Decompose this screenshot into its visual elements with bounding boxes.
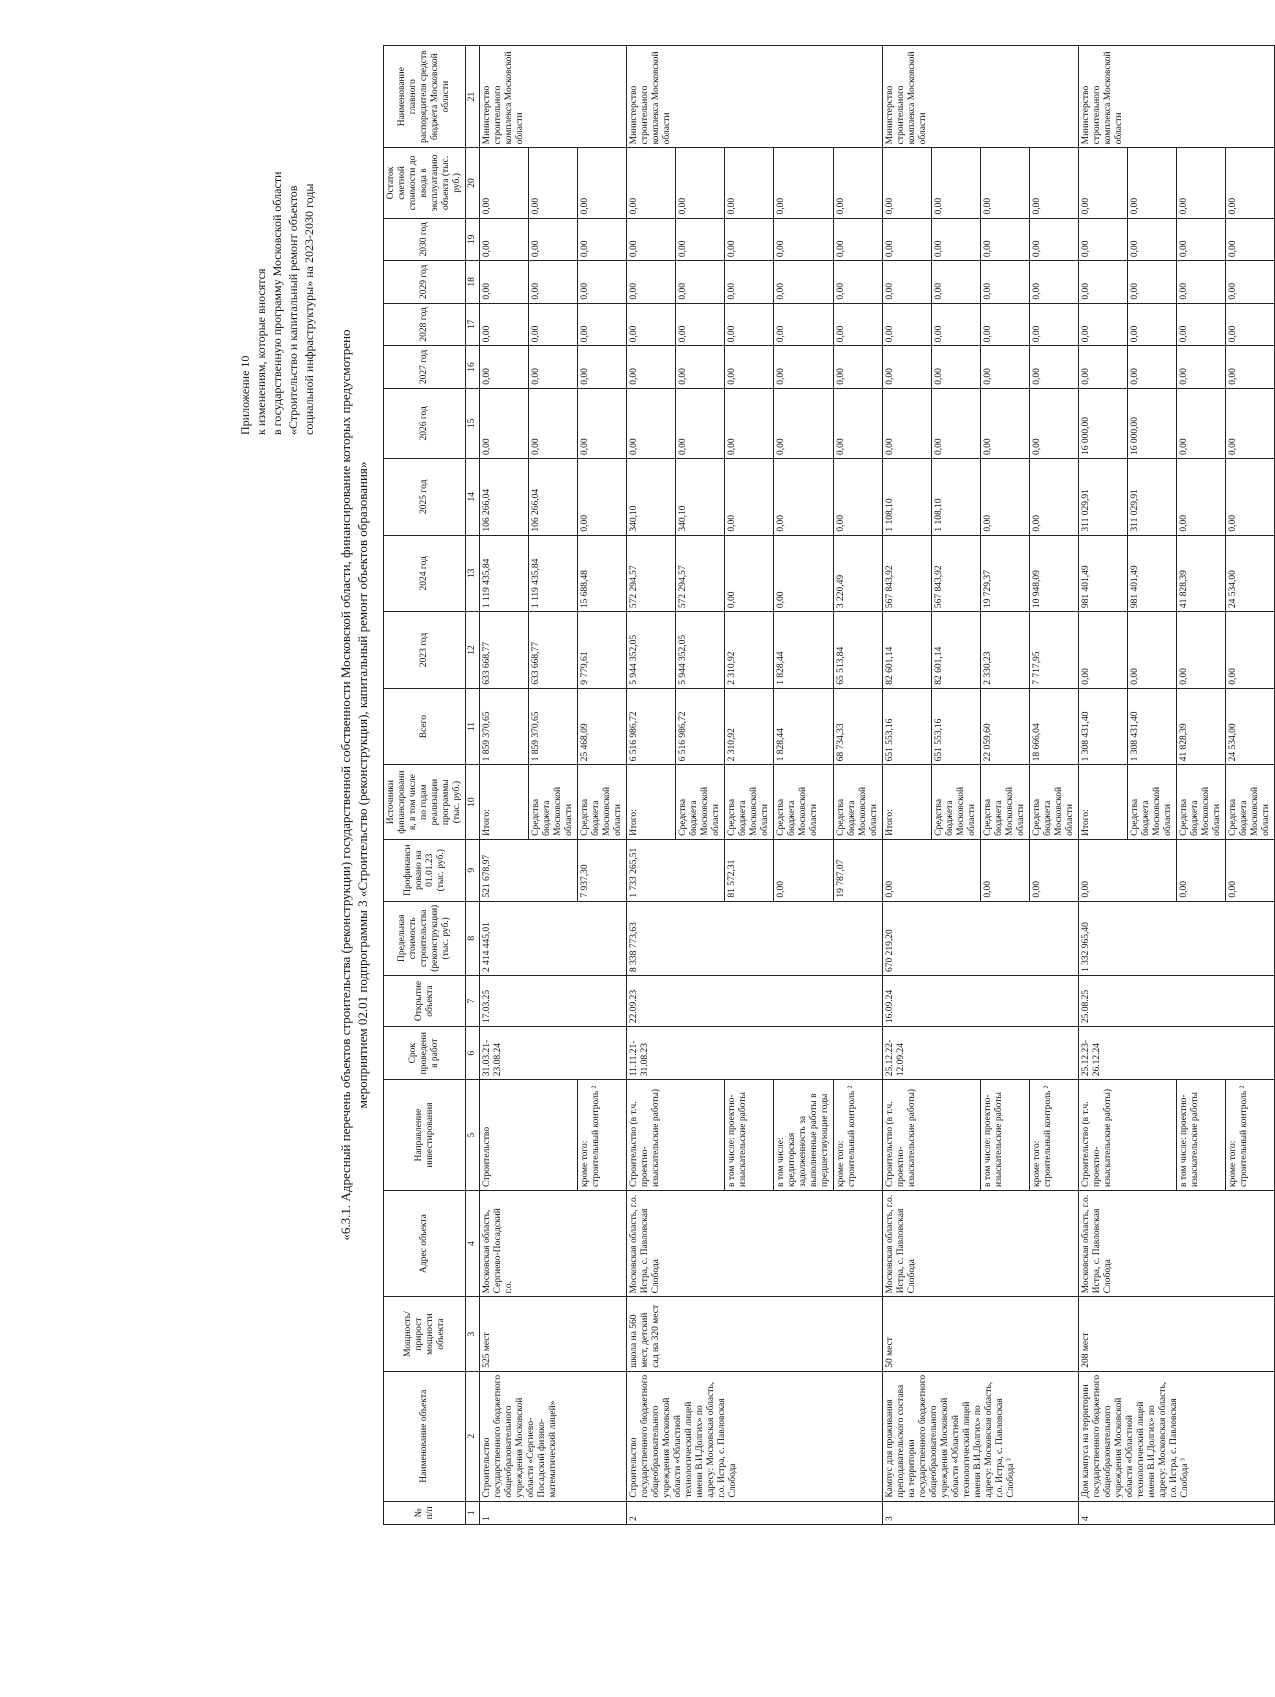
amount-y2027: 0,00: [725, 346, 774, 389]
investment-direction: кроме того: строительный контроль ²: [1030, 1080, 1079, 1191]
amount-total: 651 553,16: [883, 688, 932, 765]
table-row: [883, 46, 932, 1525]
appendix-line: социальной инфраструктуры» на 2023-2030 годы: [302, 183, 316, 435]
amount-y2029: 0,00: [1226, 261, 1275, 304]
object-number: 2: [627, 1501, 883, 1524]
financed-amount: 0,00: [1226, 839, 1275, 901]
header-cell-2024: 2024 год: [384, 535, 466, 612]
amount-total: 24 534,00: [1226, 688, 1275, 765]
object-address: Московская область, г.о. Истра, с. Павловская Слобода: [883, 1190, 1079, 1296]
object-name: Кампус для проживания преподавательского состава на территории государственного бюджетного общеобразовательного учреждения Московской области «Областной технологический лицей имени В.И.Долгих» по адресу: Московская область, г.о. Истра, с. Павловская Слобода ³: [883, 1371, 1079, 1501]
financed-amount: 81 572,31: [725, 839, 774, 901]
amount-rest: 0,00: [480, 148, 529, 218]
amount-y2026: 0,00: [627, 388, 676, 458]
appendix-note: [237, 75, 317, 435]
object-capacity: школа на 560 мест, детский сад на 320 мест: [627, 1297, 883, 1371]
amount-rest: 0,00: [1030, 148, 1079, 218]
column-index-cell: 5: [466, 1080, 480, 1191]
amount-y2029: 0,00: [1030, 261, 1079, 304]
amount-y2030: 0,00: [578, 218, 627, 261]
amount-y2030: 0,00: [834, 218, 883, 261]
header-cell-num: № п/п: [384, 1501, 466, 1524]
amount-y2027: 0,00: [834, 346, 883, 389]
financed-amount: 0,00: [1030, 839, 1079, 901]
financing-source: Средства бюджета Московской области: [1226, 765, 1275, 839]
amount-rest: 0,00: [883, 148, 932, 218]
work-period: 31.03.21-23.08.24: [480, 1027, 627, 1080]
amount-y2029: 0,00: [981, 261, 1030, 304]
column-index-cell: 4: [466, 1190, 480, 1296]
amount-y2029: 0,00: [1079, 261, 1128, 304]
column-index-cell: 2: [466, 1371, 480, 1501]
object-name: Строительство государственного бюджетного общеобразовательного учреждения Московской области «Сергиево-Посадский физико-математический лицей»: [480, 1371, 627, 1501]
header-cell-2028: 2028 год: [384, 303, 466, 346]
header-cell-total: Всего: [384, 688, 466, 765]
work-period: 25.12.22-12.09.24: [883, 1027, 1079, 1080]
header-cell-capacity: Мощность/прирост мощности объекта: [384, 1297, 466, 1371]
amount-y2024: 24 534,00: [1226, 535, 1275, 612]
amount-y2028: 0,00: [1079, 303, 1128, 346]
financing-source: Средства бюджета Московской области: [932, 765, 981, 839]
amount-y2023: 0,00: [1226, 612, 1275, 689]
financing-source: Средства бюджета Московской области: [981, 765, 1030, 839]
amount-rest: 0,00: [578, 148, 627, 218]
column-index-cell: 16: [466, 346, 480, 389]
amount-y2025: 340,10: [676, 458, 725, 535]
table-row: [480, 46, 529, 1525]
column-index-cell: 14: [466, 458, 480, 535]
column-index-cell: 17: [466, 303, 480, 346]
amount-y2030: 0,00: [529, 218, 578, 261]
amount-y2030: 0,00: [1079, 218, 1128, 261]
header-cell-rest: Остаток сметной стоимости до ввода в эксплуатацию объекта (тыс. руб.): [384, 148, 466, 218]
amount-y2026: 0,00: [480, 388, 529, 458]
amount-y2027: 0,00: [981, 346, 1030, 389]
limit-cost: 2 414 445,01: [480, 901, 627, 975]
amount-y2028: 0,00: [774, 303, 834, 346]
amount-total: 1 859 370,65: [480, 688, 529, 765]
amount-y2029: 0,00: [932, 261, 981, 304]
financing-source: Средства бюджета Московской области: [676, 765, 725, 839]
amount-y2024: 567 843,92: [932, 535, 981, 612]
amount-y2024: 41 828,39: [1177, 535, 1226, 612]
amount-y2026: 16 000,00: [1128, 388, 1177, 458]
object-number: 1: [480, 1501, 627, 1524]
header-cell-financed: Профинансировано на 01.01.23 (тыс. руб.): [384, 839, 466, 901]
amount-rest: 0,00: [1128, 148, 1177, 218]
amount-y2023: 7 717,95: [1030, 612, 1079, 689]
amount-y2029: 0,00: [774, 261, 834, 304]
amount-y2025: 311 029,91: [1079, 458, 1128, 535]
amount-total: 25 468,09: [578, 688, 627, 765]
amount-y2026: 0,00: [676, 388, 725, 458]
amount-y2030: 0,00: [774, 218, 834, 261]
amount-y2024: 0,00: [774, 535, 834, 612]
object-address: Московская область, г.о. Истра, с. Павловская Слобода: [1079, 1190, 1275, 1296]
amount-y2030: 0,00: [1226, 218, 1275, 261]
investment-direction: в том числе: кредиторская задолженность за выполненные работы в предшествующие годы: [774, 1080, 834, 1191]
header-cell-2029: 2029 год: [384, 261, 466, 304]
amount-y2028: 0,00: [578, 303, 627, 346]
investment-direction: кроме того: строительный контроль ²: [1226, 1080, 1275, 1191]
object-opening: 16.09.24: [883, 976, 1079, 1027]
object-name: Строительство государственного бюджетного общеобразовательного учреждения Московской области «Областной технологический лицей имени В.И.Долгих» по адресу: Московская область, г.о. Истра, с. Павловская Слобода: [627, 1371, 883, 1501]
amount-y2024: 3 220,49: [834, 535, 883, 612]
amount-y2023: 65 513,84: [834, 612, 883, 689]
appendix-line: в государственную программу Московской области: [270, 171, 284, 435]
amount-y2023: 2 330,23: [981, 612, 1030, 689]
amount-y2027: 0,00: [1226, 346, 1275, 389]
amount-y2027: 0,00: [529, 346, 578, 389]
financed-amount: 0,00: [883, 839, 981, 901]
limit-cost: 670 219,20: [883, 901, 1079, 975]
amount-y2030: 0,00: [480, 218, 529, 261]
amount-y2025: 0,00: [725, 458, 774, 535]
address-list-table: [383, 45, 1275, 1525]
column-index-row: [466, 46, 480, 1525]
amount-total: 68 734,33: [834, 688, 883, 765]
amount-y2024: 1 119 435,84: [480, 535, 529, 612]
financed-amount: 0,00: [1177, 839, 1226, 901]
column-index-cell: 19: [466, 218, 480, 261]
amount-y2023: 633 668,77: [480, 612, 529, 689]
header-cell-period: Срок проведения работ: [384, 1027, 466, 1080]
object-number: 4: [1079, 1501, 1275, 1524]
table-body: [480, 46, 1275, 1525]
amount-y2026: 0,00: [932, 388, 981, 458]
amount-y2025: 0,00: [834, 458, 883, 535]
amount-y2023: 5 944 352,05: [627, 612, 676, 689]
amount-total: 1 308 431,40: [1079, 688, 1128, 765]
amount-y2024: 567 843,92: [883, 535, 932, 612]
amount-rest: 0,00: [627, 148, 676, 218]
amount-y2028: 0,00: [1128, 303, 1177, 346]
amount-total: 6 516 986,72: [627, 688, 676, 765]
financed-amount: 19 787,07: [834, 839, 883, 901]
amount-rest: 0,00: [1177, 148, 1226, 218]
amount-y2030: 0,00: [676, 218, 725, 261]
amount-y2027: 0,00: [932, 346, 981, 389]
financing-source: Средства бюджета Московской области: [774, 765, 834, 839]
amount-y2025: 1 108,10: [883, 458, 932, 535]
amount-y2029: 0,00: [529, 261, 578, 304]
column-index-cell: 20: [466, 148, 480, 218]
investment-direction: Строительство (в т.ч. проектно-изыскательские работы): [1079, 1080, 1177, 1191]
amount-y2024: 572 294,57: [676, 535, 725, 612]
amount-rest: 0,00: [932, 148, 981, 218]
amount-y2030: 0,00: [932, 218, 981, 261]
budget-manager: Министерство строительного комплекса Московской области: [480, 46, 627, 148]
header-cell-2026: 2026 год: [384, 388, 466, 458]
amount-y2025: 0,00: [1177, 458, 1226, 535]
amount-y2026: 0,00: [1177, 388, 1226, 458]
financing-source: Итого:: [627, 765, 676, 839]
amount-y2028: 0,00: [529, 303, 578, 346]
amount-y2024: 981 401,49: [1128, 535, 1177, 612]
budget-manager: Министерство строительного комплекса Московской области: [1079, 46, 1275, 148]
amount-total: 18 666,04: [1030, 688, 1079, 765]
amount-y2028: 0,00: [1030, 303, 1079, 346]
amount-total: 41 828,39: [1177, 688, 1226, 765]
amount-y2024: 15 688,48: [578, 535, 627, 612]
column-index-cell: 10: [466, 765, 480, 839]
work-period: 25.12.23-26.12.24: [1079, 1027, 1275, 1080]
financed-amount: 0,00: [774, 839, 834, 901]
column-index-cell: 13: [466, 535, 480, 612]
amount-y2026: 0,00: [529, 388, 578, 458]
financed-amount: 0,00: [981, 839, 1030, 901]
financed-amount: 7 937,30: [578, 839, 627, 901]
limit-cost: 1 332 965,40: [1079, 901, 1275, 975]
header-cell-direction: Направление инвестирования: [384, 1080, 466, 1191]
amount-y2027: 0,00: [1128, 346, 1177, 389]
amount-y2024: 981 401,49: [1079, 535, 1128, 612]
column-index-cell: 11: [466, 688, 480, 765]
amount-y2027: 0,00: [1079, 346, 1128, 389]
amount-y2025: 0,00: [1030, 458, 1079, 535]
amount-y2029: 0,00: [883, 261, 932, 304]
appendix-line: к изменениям, которые вносятся: [254, 268, 268, 435]
amount-y2026: 0,00: [1030, 388, 1079, 458]
header-cell-source: Источники финансирования, в том числе по годам реализации программы (тыс. руб.): [384, 765, 466, 839]
object-address: Московская область, г.о. Истра, с. Павловская Слобода: [627, 1190, 883, 1296]
column-index-cell: 15: [466, 388, 480, 458]
amount-y2029: 0,00: [676, 261, 725, 304]
amount-y2030: 0,00: [1030, 218, 1079, 261]
investment-direction: кроме того: строительный контроль ²: [834, 1080, 883, 1191]
amount-y2029: 0,00: [725, 261, 774, 304]
investment-direction: кроме того: строительный контроль ²: [578, 1080, 627, 1191]
financed-amount: 1 733 265,51: [627, 839, 725, 901]
amount-y2026: 0,00: [883, 388, 932, 458]
amount-y2023: 82 601,14: [932, 612, 981, 689]
investment-direction: Строительство: [480, 1080, 578, 1191]
amount-y2027: 0,00: [676, 346, 725, 389]
amount-rest: 0,00: [676, 148, 725, 218]
column-index-cell: 12: [466, 612, 480, 689]
investment-direction: в том числе: проектно-изыскательские работы: [725, 1080, 774, 1191]
column-index-cell: 18: [466, 261, 480, 304]
financing-source: Средства бюджета Московской области: [529, 765, 578, 839]
object-number: 3: [883, 1501, 1079, 1524]
amount-total: 651 553,16: [932, 688, 981, 765]
amount-total: 2 310,92: [725, 688, 774, 765]
limit-cost: 8 338 773,63: [627, 901, 883, 975]
column-index-cell: 6: [466, 1027, 480, 1080]
amount-y2023: 1 828,44: [774, 612, 834, 689]
amount-y2030: 0,00: [883, 218, 932, 261]
amount-y2030: 0,00: [1177, 218, 1226, 261]
amount-y2024: 1 119 435,84: [529, 535, 578, 612]
financing-source: Итого:: [1079, 765, 1128, 839]
amount-y2027: 0,00: [883, 346, 932, 389]
amount-y2023: 0,00: [1079, 612, 1128, 689]
financing-source: Средства бюджета Московской области: [1030, 765, 1079, 839]
header-cell-limit-cost: Предельная стоимость строительства (реконструкции) (тыс. руб.): [384, 901, 466, 975]
amount-y2029: 0,00: [480, 261, 529, 304]
amount-y2028: 0,00: [627, 303, 676, 346]
amount-y2028: 0,00: [883, 303, 932, 346]
table-row: [627, 46, 676, 1525]
title-line: «6.3.1. Адресный перечень объектов строительства (реконструкции) государственной собственности Московской области, финансирование которых предусмотрено: [338, 329, 353, 1241]
amount-y2028: 0,00: [676, 303, 725, 346]
work-period: 11.11.21-31.08.23: [627, 1027, 883, 1080]
amount-y2023: 2 310,92: [725, 612, 774, 689]
amount-y2030: 0,00: [725, 218, 774, 261]
investment-direction: Строительство (в т.ч. проектно-изыскательские работы): [883, 1080, 981, 1191]
financed-amount: 0,00: [1079, 839, 1177, 901]
appendix-line: Приложение 10: [238, 355, 252, 435]
amount-rest: 0,00: [834, 148, 883, 218]
appendix-line: «Строительство и капитальный ремонт объектов: [286, 185, 300, 435]
amount-rest: 0,00: [774, 148, 834, 218]
financing-source: Итого:: [480, 765, 529, 839]
amount-y2029: 0,00: [834, 261, 883, 304]
object-capacity: 50 мест: [883, 1297, 1079, 1371]
amount-y2030: 0,00: [981, 218, 1030, 261]
object-opening: 17.03.25: [480, 976, 627, 1027]
amount-total: 1 859 370,65: [529, 688, 578, 765]
amount-y2025: 0,00: [981, 458, 1030, 535]
amount-rest: 0,00: [981, 148, 1030, 218]
budget-manager: Министерство строительного комплекса Московской области: [627, 46, 883, 148]
column-index-cell: 7: [466, 976, 480, 1027]
amount-y2025: 0,00: [578, 458, 627, 535]
document-title: [337, 105, 371, 1465]
header-cell-opening: Открытие объекта: [384, 976, 466, 1027]
amount-y2023: 82 601,14: [883, 612, 932, 689]
amount-y2026: 0,00: [1226, 388, 1275, 458]
amount-y2027: 0,00: [1177, 346, 1226, 389]
column-index-cell: 21: [466, 46, 480, 148]
amount-y2024: 19 729,37: [981, 535, 1030, 612]
column-index-cell: 1: [466, 1501, 480, 1524]
amount-y2024: 572 294,57: [627, 535, 676, 612]
financing-source: Средства бюджета Московской области: [1128, 765, 1177, 839]
amount-y2028: 0,00: [480, 303, 529, 346]
amount-y2030: 0,00: [627, 218, 676, 261]
header-row: [384, 46, 466, 1525]
column-index-cell: 9: [466, 839, 480, 901]
header-cell-manager: Наименование главного распорядителя средств бюджета Московской области: [384, 46, 466, 148]
amount-y2029: 0,00: [1177, 261, 1226, 304]
amount-y2029: 0,00: [627, 261, 676, 304]
amount-y2028: 0,00: [834, 303, 883, 346]
title-line: мероприятием 02.01 подпрограммы 3 «Строительство (реконструкция), капитальный ремонт объектов образования»: [355, 461, 370, 1109]
amount-y2028: 0,00: [1226, 303, 1275, 346]
amount-y2023: 0,00: [1128, 612, 1177, 689]
amount-y2025: 0,00: [1226, 458, 1275, 535]
budget-manager: Министерство строительного комплекса Московской области: [883, 46, 1079, 148]
header-cell-address: Адрес объекта: [384, 1190, 466, 1296]
amount-y2026: 0,00: [725, 388, 774, 458]
investment-direction: Строительство (в т.ч. проектно-изыскательские работы): [627, 1080, 725, 1191]
header-cell-2030: 2030 год: [384, 218, 466, 261]
financing-source: Средства бюджета Московской области: [834, 765, 883, 839]
amount-y2027: 0,00: [1030, 346, 1079, 389]
amount-total: 22 059,60: [981, 688, 1030, 765]
amount-y2027: 0,00: [578, 346, 627, 389]
header-cell-name: Наименование объекта: [384, 1371, 466, 1501]
amount-rest: 0,00: [1079, 148, 1128, 218]
amount-y2026: 0,00: [981, 388, 1030, 458]
object-capacity: 525 мест: [480, 1297, 627, 1371]
table-row: [1079, 46, 1128, 1525]
amount-total: 1 828,44: [774, 688, 834, 765]
amount-y2023: 5 944 352,05: [676, 612, 725, 689]
amount-y2026: 16 000,00: [1079, 388, 1128, 458]
column-index-cell: 3: [466, 1297, 480, 1371]
financing-source: Средства бюджета Московской области: [725, 765, 774, 839]
amount-y2027: 0,00: [480, 346, 529, 389]
amount-y2025: 340,10: [627, 458, 676, 535]
amount-y2025: 311 029,91: [1128, 458, 1177, 535]
amount-y2023: 633 668,77: [529, 612, 578, 689]
amount-y2028: 0,00: [725, 303, 774, 346]
header-cell-2023: 2023 год: [384, 612, 466, 689]
object-address: Московская область, Сергиево-Посадский г.о.: [480, 1190, 627, 1296]
amount-y2027: 0,00: [627, 346, 676, 389]
amount-y2027: 0,00: [774, 346, 834, 389]
header-cell-2025: 2025 год: [384, 458, 466, 535]
amount-rest: 0,00: [1226, 148, 1275, 218]
object-name: Дом кампуса на территории государственного бюджетного общеобразовательного учреждения Московской области «Областной технологический лицей имени В.И.Долгих» по адресу: Московская область, г.о. Истра, с. Павловская Слобода ³: [1079, 1371, 1275, 1501]
investment-direction: в том числе: проектно-изыскательские работы: [981, 1080, 1030, 1191]
financing-source: Итого:: [883, 765, 932, 839]
amount-y2025: 1 108,10: [932, 458, 981, 535]
object-opening: 25.08.25: [1079, 976, 1275, 1027]
amount-y2029: 0,00: [1128, 261, 1177, 304]
amount-y2025: 0,00: [774, 458, 834, 535]
amount-y2028: 0,00: [981, 303, 1030, 346]
column-index-cell: 8: [466, 901, 480, 975]
object-opening: 22.09.23: [627, 976, 883, 1027]
financed-amount: 521 678,97: [480, 839, 578, 901]
amount-y2024: 10 948,09: [1030, 535, 1079, 612]
amount-y2024: 0,00: [725, 535, 774, 612]
amount-y2026: 0,00: [774, 388, 834, 458]
header-cell-2027: 2027 год: [384, 346, 466, 389]
amount-y2030: 0,00: [1128, 218, 1177, 261]
amount-y2026: 0,00: [834, 388, 883, 458]
amount-y2028: 0,00: [932, 303, 981, 346]
amount-y2028: 0,00: [1177, 303, 1226, 346]
amount-rest: 0,00: [529, 148, 578, 218]
amount-total: 6 516 986,72: [676, 688, 725, 765]
rotated-document: [215, 35, 1271, 1525]
amount-total: 1 308 431,40: [1128, 688, 1177, 765]
financing-source: Средства бюджета Московской области: [578, 765, 627, 839]
financing-source: Средства бюджета Московской области: [1177, 765, 1226, 839]
object-capacity: 208 мест: [1079, 1297, 1275, 1371]
amount-y2025: 106 266,04: [529, 458, 578, 535]
amount-y2026: 0,00: [578, 388, 627, 458]
investment-direction: в том числе: проектно-изыскательские работы: [1177, 1080, 1226, 1191]
amount-y2029: 0,00: [578, 261, 627, 304]
amount-y2023: 0,00: [1177, 612, 1226, 689]
amount-rest: 0,00: [725, 148, 774, 218]
amount-y2023: 9 779,61: [578, 612, 627, 689]
amount-y2025: 106 266,04: [480, 458, 529, 535]
